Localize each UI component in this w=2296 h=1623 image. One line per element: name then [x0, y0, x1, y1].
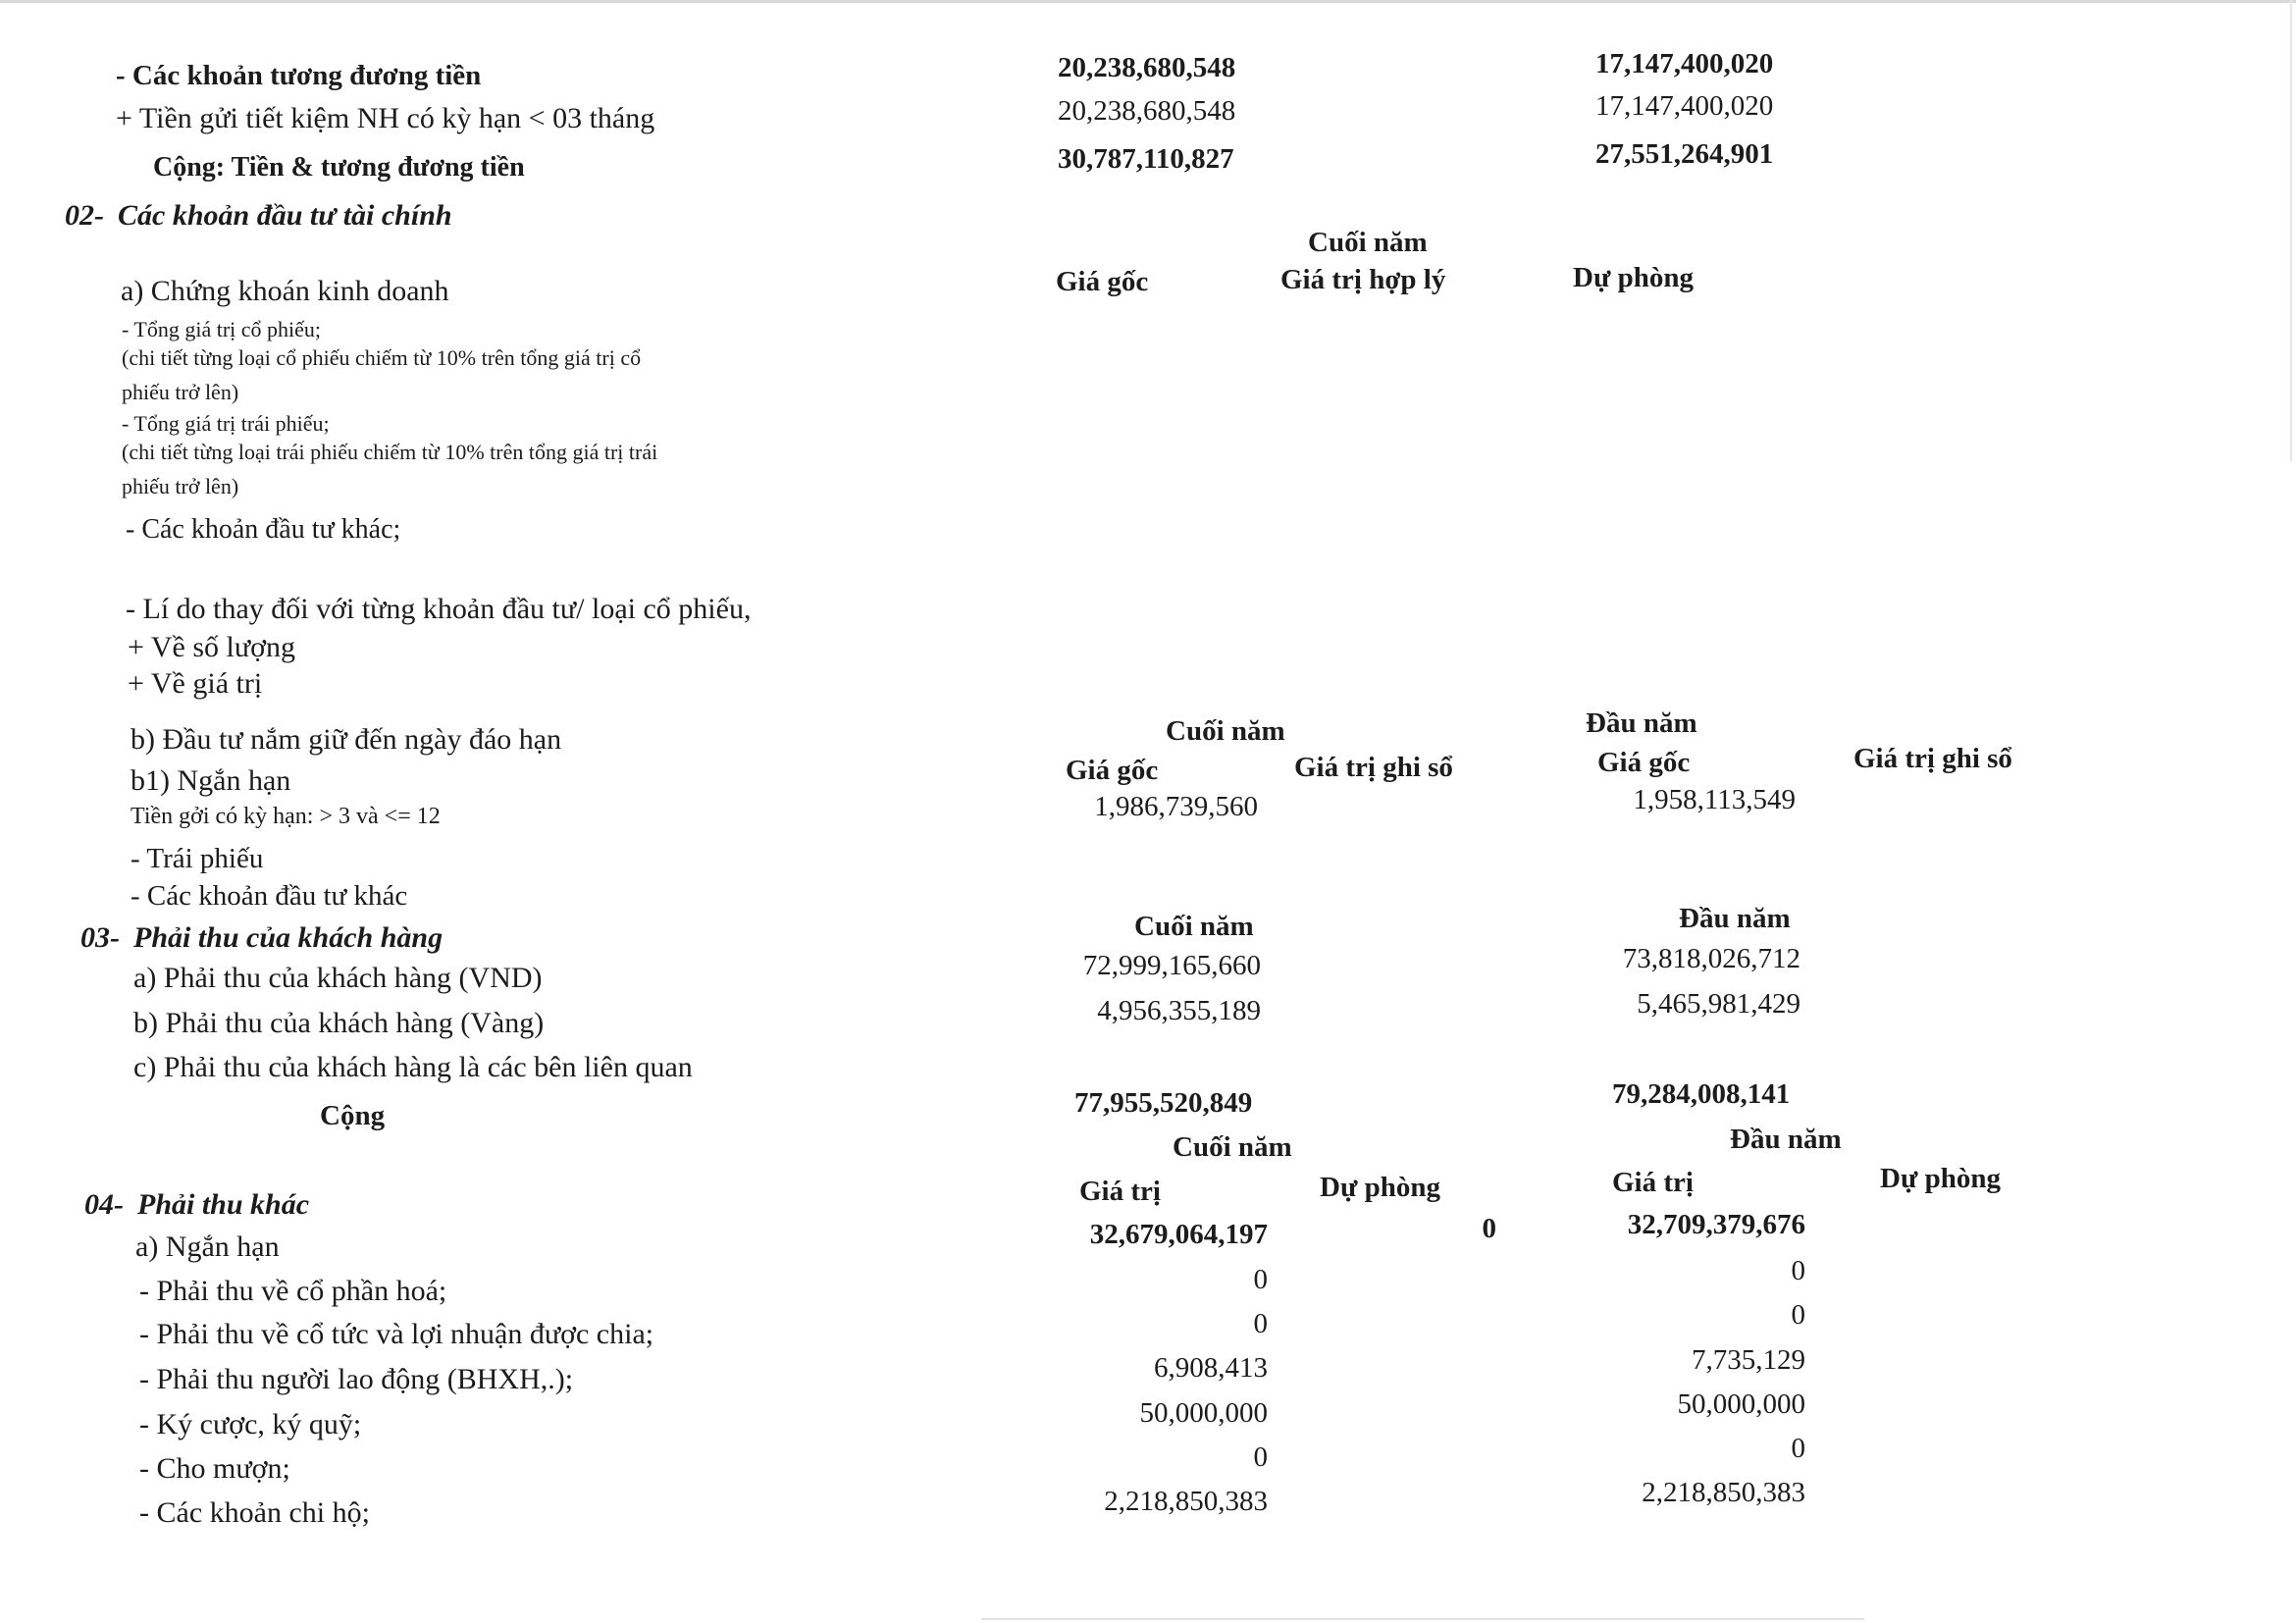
trading-end-group-header: Cuối năm: [1308, 227, 1428, 258]
other-recv-row-label: - Phải thu về cổ tức và lợi nhuận được chia;: [139, 1318, 654, 1350]
other-recv-row-begin: 50,000,000: [1677, 1388, 1805, 1420]
other-recv-row-label: - Ký cược, ký quỹ;: [139, 1408, 362, 1440]
other-recv-row-begin: 7,735,129: [1692, 1344, 1805, 1376]
other-recv-row-end: 0: [1253, 1264, 1268, 1295]
other-recv-begin-group: Đầu năm: [1730, 1124, 1842, 1155]
cash-equivalents-begin: 17,147,400,020: [1595, 48, 1774, 79]
scan-bottom-edge: [981, 1618, 1864, 1620]
savings-deposit-end: 20,238,680,548: [1058, 95, 1236, 127]
htm-col-cost-end: Giá gốc: [1066, 755, 1159, 786]
other-recv-end-group: Cuối năm: [1173, 1131, 1292, 1163]
htm-col-book-begin: Giá trị ghi sổ: [1853, 743, 2012, 774]
other-recv-row-begin: 2,218,850,383: [1642, 1477, 1805, 1508]
shares-detail-line-1: (chi tiết từng loại cổ phiếu chiếm từ 10% trên tổng giá trị cổ: [122, 345, 642, 370]
section-03-number: 03-: [80, 921, 120, 954]
receivables-vnd-label: a) Phải thu của khách hàng (VND): [133, 962, 543, 994]
savings-deposit-begin: 17,147,400,020: [1595, 90, 1774, 122]
bonds-detail-line-2: phiếu trở lên): [122, 474, 239, 498]
other-recv-row-label: - Cho mượn;: [139, 1452, 290, 1485]
scan-right-edge: [2290, 0, 2292, 461]
other-recv-col-prov-end: Dự phòng: [1320, 1172, 1440, 1203]
receivables-total-end: 77,955,520,849: [1074, 1087, 1253, 1119]
other-recv-col-prov-begin: Dự phòng: [1880, 1163, 2001, 1194]
receivables-vnd-begin: 73,818,026,712: [1622, 943, 1800, 974]
other-recv-col-value-end: Giá trị: [1079, 1176, 1161, 1207]
section-03-title: Phải thu của khách hàng: [133, 921, 444, 954]
receivables-gold-begin: 5,465,981,429: [1637, 988, 1800, 1020]
other-recv-short-label: a) Ngắn hạn: [135, 1230, 280, 1263]
htm-bonds-label: - Trái phiếu: [130, 843, 264, 874]
cash-total-begin: 27,551,264,901: [1595, 138, 1774, 170]
trading-col-fair-value: Giá trị hợp lý: [1280, 264, 1446, 295]
section-04-number: 04-: [84, 1188, 124, 1221]
section-04-title: Phải thu khác: [137, 1188, 310, 1221]
other-recv-row-begin: 0: [1791, 1255, 1805, 1286]
other-recv-col-value-begin: Giá trị: [1612, 1167, 1694, 1198]
section-02-title: Các khoản đầu tư tài chính: [118, 199, 452, 232]
other-recv-short-begin: 32,709,379,676: [1627, 1209, 1805, 1240]
savings-deposit-label: + Tiền gửi tiết kiệm NH có kỳ hạn < 03 tháng: [116, 102, 655, 134]
other-recv-row-label: - Các khoản chi hộ;: [139, 1496, 370, 1529]
other-recv-row-end: 50,000,000: [1139, 1397, 1268, 1429]
other-recv-row-end: 0: [1253, 1441, 1268, 1473]
change-reason-label: - Lí do thay đối với từng khoản đầu tư/ loại cổ phiếu,: [126, 593, 752, 625]
receivables-col-begin: Đầu năm: [1679, 903, 1791, 934]
trading-col-provision: Dự phòng: [1573, 262, 1694, 293]
shares-detail-line-2: phiếu trở lên): [122, 380, 239, 404]
htm-other-label: - Các khoản đầu tư khác: [130, 880, 408, 912]
other-recv-row-begin: 0: [1791, 1433, 1805, 1464]
short-term-heading: b1) Ngắn hạn: [130, 764, 291, 797]
cash-total-label: Cộng: Tiền & tương đương tiền: [153, 152, 525, 183]
htm-end-group-header: Cuối năm: [1166, 715, 1285, 747]
other-recv-row-label: - Phải thu người lao động (BHXH,.);: [139, 1363, 574, 1395]
htm-begin-group-header: Đầu năm: [1586, 707, 1697, 739]
bonds-detail-line-1: (chi tiết từng loại trái phiếu chiếm từ 10% trên tổng giá trị trái: [122, 440, 658, 464]
other-recv-short-end: 32,679,064,197: [1089, 1219, 1268, 1250]
scan-top-edge: [0, 0, 2296, 3]
htm-col-cost-begin: Giá gốc: [1597, 747, 1691, 778]
other-recv-row-label: - Phải thu về cổ phần hoá;: [139, 1275, 447, 1307]
other-recv-row-end: 6,908,413: [1154, 1352, 1268, 1384]
other-recv-row-end: 0: [1253, 1308, 1268, 1339]
receivables-gold-label: b) Phải thu của khách hàng (Vàng): [133, 1007, 545, 1039]
section-02-number: 02-: [65, 199, 104, 232]
trading-other-investments: - Các khoản đầu tư khác;: [126, 514, 401, 545]
change-value-label: + Về giá trị: [128, 667, 263, 700]
receivables-total-begin: 79,284,008,141: [1612, 1078, 1791, 1110]
receivables-total-label: Cộng: [320, 1100, 386, 1131]
term-deposit-begin: 1,958,113,549: [1633, 784, 1796, 815]
receivables-gold-end: 4,956,355,189: [1097, 995, 1261, 1026]
trading-col-cost: Giá gốc: [1056, 266, 1149, 297]
cash-equivalents-end: 20,238,680,548: [1058, 52, 1236, 83]
receivables-related-label: c) Phải thu của khách hàng là các bên liên quan: [133, 1051, 693, 1083]
htm-col-book-end: Giá trị ghi sổ: [1294, 752, 1453, 783]
other-recv-row-begin: 0: [1791, 1299, 1805, 1331]
cash-equivalents-label: - Các khoản tương đương tiền: [116, 60, 482, 91]
held-to-maturity-heading: b) Đầu tư nắm giữ đến ngày đáo hạn: [130, 723, 562, 756]
receivables-vnd-end: 72,999,165,660: [1082, 950, 1261, 981]
other-recv-row-end: 2,218,850,383: [1104, 1486, 1268, 1517]
trading-securities-heading: a) Chứng khoán kinh doanh: [121, 275, 449, 307]
term-deposit-end: 1,986,739,560: [1094, 791, 1258, 822]
receivables-col-end: Cuối năm: [1134, 911, 1254, 942]
shares-total-label: - Tổng giá trị cổ phiếu;: [122, 317, 322, 341]
term-deposit-label: Tiền gởi có kỳ hạn: > 3 và <= 12: [130, 804, 441, 829]
bonds-total-label: - Tổng giá trị trái phiếu;: [122, 411, 330, 436]
change-quantity-label: + Về số lượng: [128, 631, 295, 663]
other-recv-short-prov-end: 0: [1482, 1213, 1496, 1244]
cash-total-end: 30,787,110,827: [1058, 143, 1234, 175]
